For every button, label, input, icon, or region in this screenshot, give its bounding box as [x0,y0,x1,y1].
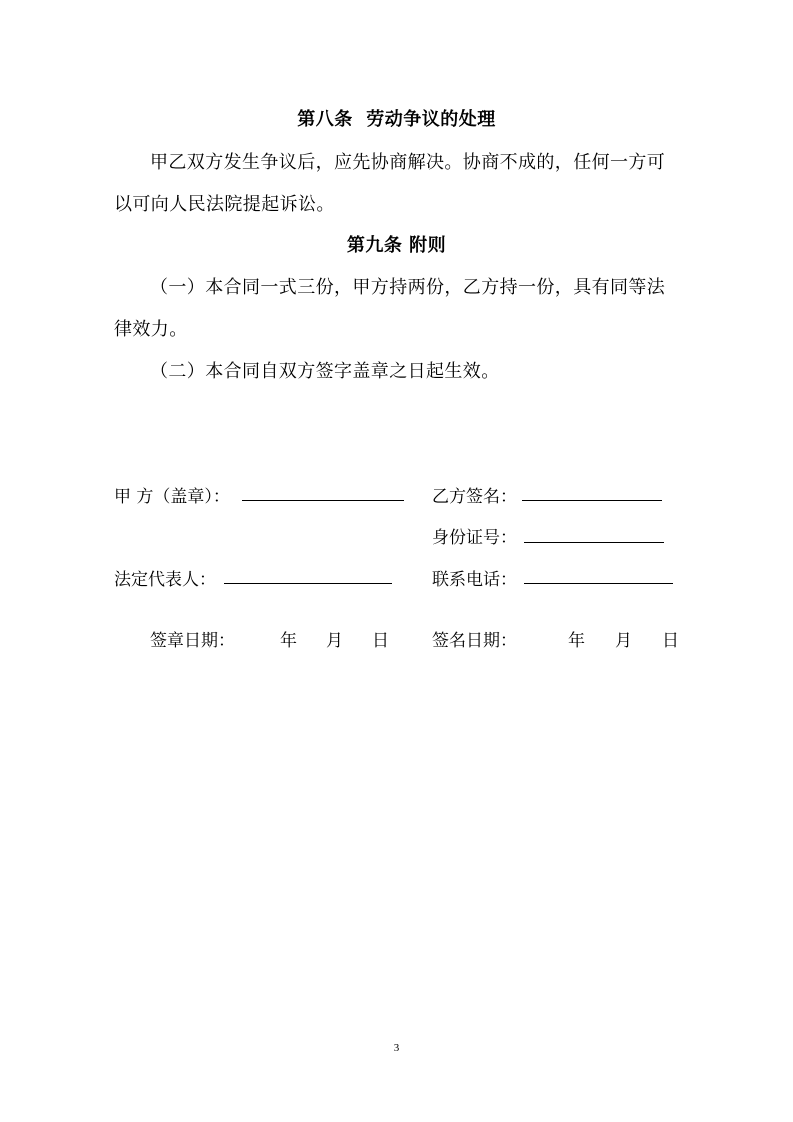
seal-date-day: 日 [372,631,389,651]
article-9-clause-1-line-1: （一）本合同一式三份，甲方持两份，乙方持一份，具有同等法 [150,277,666,298]
article-9-clause-1-line-2: 律效力。 [114,319,188,340]
sign-date-year: 年 [568,631,585,651]
legal-representative-label: 法定代表人： [114,570,216,590]
article-9-title: 第九条 附则 [346,235,447,256]
phone-label: 联系电话： [432,570,517,590]
article-8-text-line-2: 以可向人民法院提起诉讼。 [114,194,335,215]
party-a-seal-label: 甲 方（盖章）： [114,487,230,507]
party-a-seal-line[interactable] [242,500,404,501]
seal-date-month: 月 [326,631,343,651]
sign-date-month: 月 [615,631,632,651]
id-number-label: 身份证号： [432,528,517,548]
article-9-clause-2: （二）本合同自双方签字盖章之日起生效。 [150,361,500,382]
page-number: 3 [393,1042,400,1054]
phone-line[interactable] [524,583,673,584]
legal-representative-line[interactable] [224,583,392,584]
seal-date-label: 签章日期： [150,631,235,651]
article-8-text-line-1: 甲乙双方发生争议后，应先协商解决。协商不成的，任何一方可 [150,152,666,173]
id-number-line[interactable] [524,542,664,543]
party-b-signature-label: 乙方签名： [432,487,517,507]
sign-date-label: 签名日期： [432,631,517,651]
article-8-title: 第八条 劳动争议的处理 [297,109,496,130]
sign-date-day: 日 [662,631,679,651]
party-b-signature-line[interactable] [522,500,662,501]
seal-date-year: 年 [280,631,297,651]
